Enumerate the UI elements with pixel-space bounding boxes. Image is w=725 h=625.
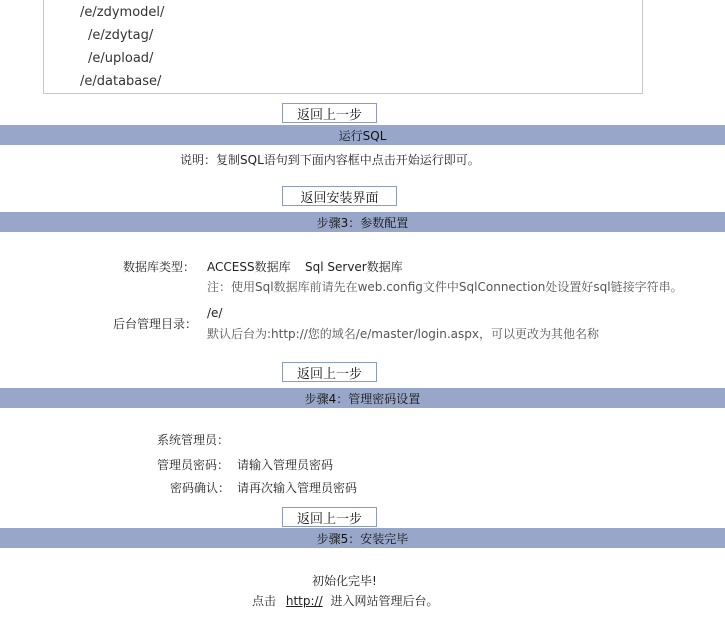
db-note: 注：使用Sql数据库前请先在web.config文件中SqlConnection处设置好sql链接字符串。: [207, 280, 683, 294]
click-suffix: 进入网站管理后台。: [330, 594, 439, 608]
run-sql-header: [0, 125, 725, 145]
confirm-password-input[interactable]: 请再次输入管理员密码: [237, 481, 358, 495]
confirm-password-label: 密码确认：: [170, 481, 231, 495]
back-step-button[interactable]: 返回上一步: [282, 507, 377, 527]
db-option-access[interactable]: ACCESS数据库: [207, 260, 291, 274]
dir-item: /e/zdymodel/: [80, 5, 165, 20]
db-option-sqlserver[interactable]: Sql Server数据库: [305, 260, 403, 274]
step4-header: [0, 388, 725, 408]
back-step-button[interactable]: 返回上一步: [282, 362, 377, 382]
dir-item: /e/upload/: [88, 51, 154, 66]
admin-user-label: 系统管理员：: [157, 433, 230, 447]
run-sql-instruction: 说明：复制SQL语句到下面内容框中点击开始运行即可。: [180, 153, 480, 167]
admin-dir-note: 默认后台为:http://您的域名/e/master/login.aspx，可以更改为其他名称: [207, 327, 600, 341]
admin-password-input[interactable]: 请输入管理员密码: [237, 458, 334, 472]
back-to-install-button[interactable]: 返回安装界面: [282, 186, 397, 206]
db-type-label: 数据库类型：: [123, 260, 196, 274]
admin-link[interactable]: http://: [285, 594, 323, 608]
step5-header: [0, 528, 725, 548]
admin-dir-label: 后台管理目录：: [113, 317, 198, 331]
admin-password-label: 管理员密码：: [157, 458, 230, 472]
back-step-button[interactable]: 返回上一步: [282, 103, 377, 123]
step3-title: 步骤3：参数配置: [316, 215, 409, 230]
step5-title: 步骤5：安装完毕: [316, 531, 409, 546]
step3-header: [0, 212, 725, 232]
install-complete-text: 初始化完毕!: [312, 574, 377, 588]
admin-dir-input[interactable]: /e/: [207, 306, 223, 320]
admin-link-line: [252, 592, 438, 609]
dir-item: /e/database/: [80, 74, 162, 89]
step4-title: 步骤4：管理密码设置: [304, 391, 421, 406]
click-prefix: 点击: [252, 594, 277, 608]
dir-item: /e/zdytag/: [88, 28, 154, 43]
run-sql-title: 运行SQL: [338, 128, 387, 143]
